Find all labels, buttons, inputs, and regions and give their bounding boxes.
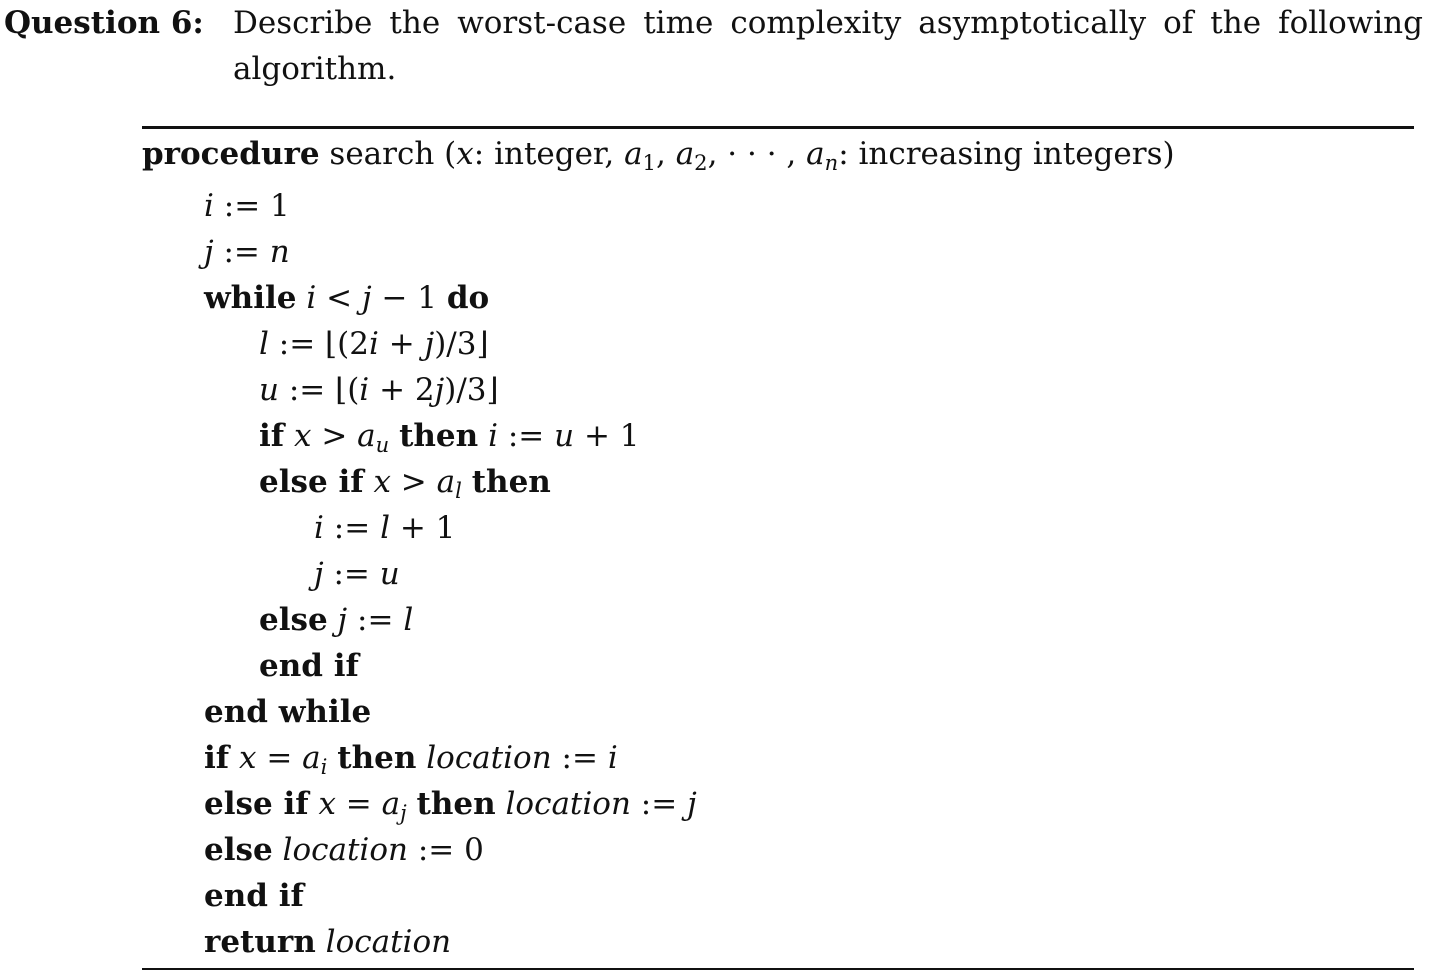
algorithm-line: end while xyxy=(204,694,372,730)
procedure-parameters: (x: integer, $a_1$, $a_2$, · · · , $a_n$: increasing integers) xyxy=(444,136,1175,175)
algorithm-line: l := ⌊(2i + j)/3⌋ xyxy=(259,326,489,362)
procedure-keyword: procedure xyxy=(142,136,320,172)
algorithm-line: else if $x > a_l$ then xyxy=(259,464,551,503)
algorithm-line: if $x > a_u$ then i := u + 1 xyxy=(259,418,640,457)
algorithm-line: i := l + 1 xyxy=(314,510,456,546)
algorithm-box xyxy=(142,126,1414,970)
algorithm-top-rule xyxy=(142,126,1414,129)
algorithm-line: j := n xyxy=(204,234,290,270)
algorithm-line: while i < j − 1 do xyxy=(204,280,490,316)
procedure-name: search xyxy=(329,136,435,172)
algorithm-line: return location xyxy=(204,924,452,960)
algorithm-line: end if xyxy=(204,878,304,914)
algorithm-line: end if xyxy=(259,648,359,684)
algorithm-bottom-rule xyxy=(142,968,1414,970)
procedure-header xyxy=(142,134,1175,174)
algorithm-line: else if $x = a_j$ then location := j xyxy=(204,786,697,825)
question-text-line-1: Describe the worst-case time complexity asymptotically of the following xyxy=(233,5,1423,41)
algorithm-line: else j := l xyxy=(259,602,414,638)
algorithm-line: if $x = a_i$ then location := i xyxy=(204,740,618,779)
algorithm-line: j := u xyxy=(314,556,400,592)
algorithm-line: i := 1 xyxy=(204,188,290,224)
question-text xyxy=(233,0,1423,92)
question-text-line-2: algorithm. xyxy=(233,51,397,87)
question-label: Question 6: xyxy=(4,5,204,41)
algorithm-line: u := ⌊(i + 2j)/3⌋ xyxy=(259,372,499,408)
algorithm-line: else location := 0 xyxy=(204,832,484,868)
